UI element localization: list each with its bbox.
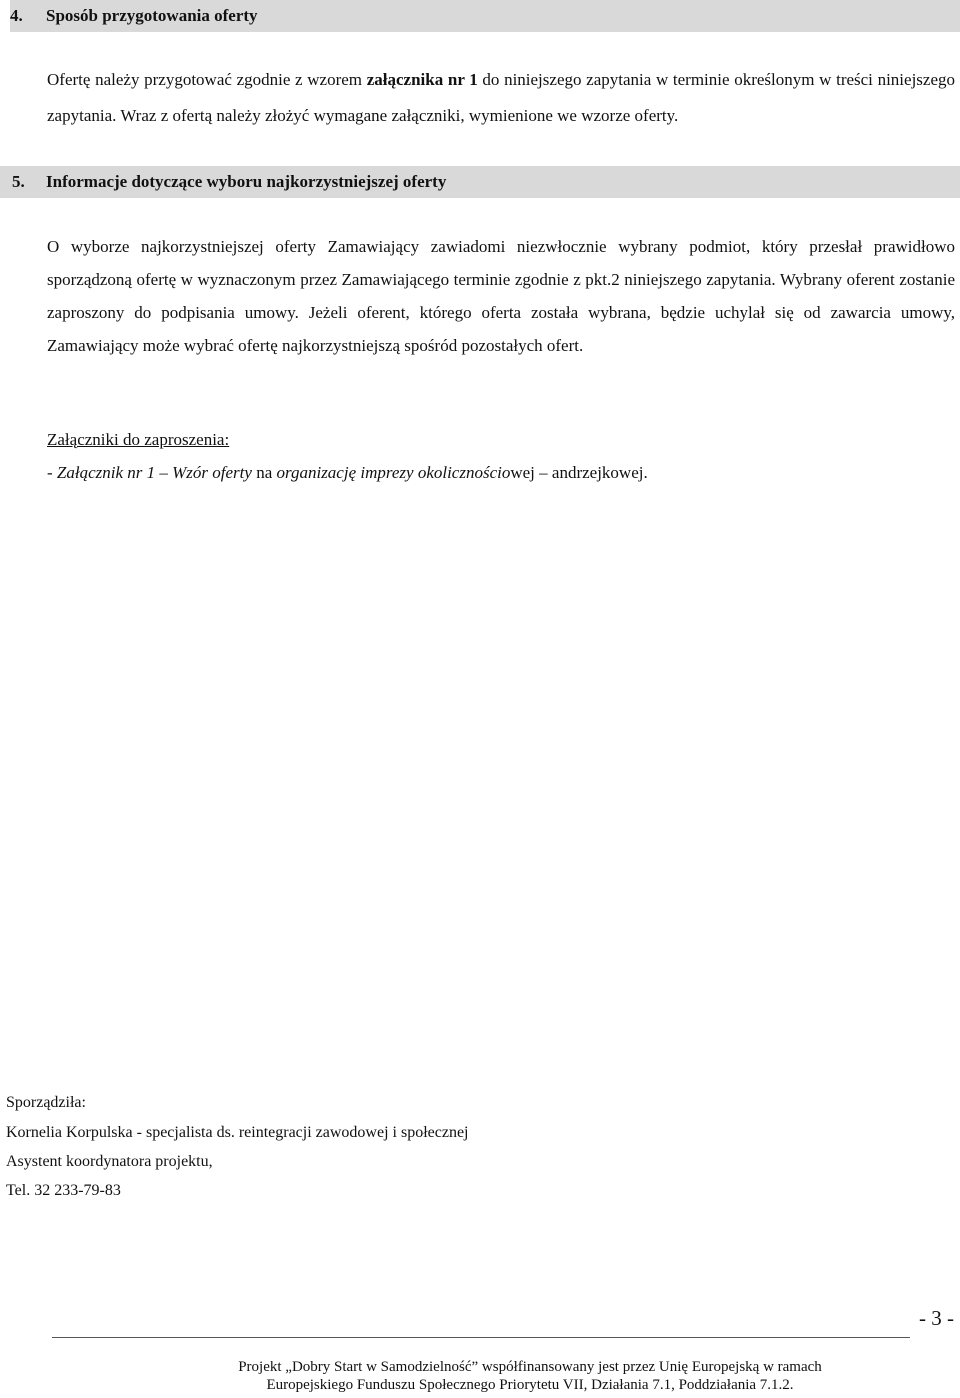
footer-line-1: Projekt „Dobry Start w Samodzielność” współfinansowany jest przez Unię Europejską w ramach <box>238 1359 822 1375</box>
attachment-item-italic-1: - Załącznik nr 1 – Wzór oferty <box>47 463 252 482</box>
attachment-item-plain-1: na <box>251 463 277 482</box>
section-4-header <box>10 0 960 32</box>
section-5-header <box>0 166 960 198</box>
attachment-item-italic-2: organizację imprezy okolicznościo <box>276 463 511 482</box>
attachment-item <box>47 463 648 483</box>
section-4-paragraph <box>47 62 955 134</box>
section-4-text-start: Ofertę należy przygotować zgodnie z wzorem <box>47 70 367 89</box>
section-4-number: 4. <box>10 6 23 25</box>
signature-role: Asystent koordynatora projektu, <box>6 1153 213 1170</box>
footer-line-2: Europejskiego Funduszu Społecznego Priorytetu VII, Działania 7.1, Poddziałania 7.1.2. <box>266 1377 794 1393</box>
section-4-title: Sposób przygotowania oferty <box>46 6 258 25</box>
attachments-title: Załączniki do zaproszenia: <box>47 430 230 449</box>
section-4-text-end: do niniejszego zapytania w terminie określonym w treści niniejszego zapytania. Wraz z ofertą należy złożyć wymagane załączniki, wymienione we wzorze oferty. <box>47 70 955 125</box>
section-5-title: Informacje dotyczące wyboru najkorzystniejszej oferty <box>46 172 447 191</box>
signature-phone: Tel. 32 233-79-83 <box>6 1182 121 1199</box>
section-5-number: 5. <box>12 172 25 191</box>
page-number: - 3 - <box>919 1306 954 1330</box>
section-4-bold-text: załącznika nr 1 <box>366 70 478 89</box>
footer-divider <box>52 1337 910 1338</box>
section-5-paragraph: O wyborze najkorzystniejszej oferty Zamawiający zawiadomi niezwłocznie wybrany podmiot, który przesłał prawidłowo sporządzoną ofertę w wyznaczonym przez Zamawiającego terminie zgodnie z pkt.2 niniejszego zapytania. Wybrany oferent zostanie zaproszony do podpisania umowy. Jeżeli oferent, którego oferta została wybrana, będzie uchylał się od zawarcia umowy, Zamawiający może wybrać ofertę najkorzystniejszą spośród pozostałych ofert. <box>47 237 955 355</box>
signature-label: Sporządziła: <box>6 1094 86 1111</box>
attachment-item-plain-2: wej – andrzejkowej. <box>510 463 648 482</box>
signature-name: Kornelia Korpulska - specjalista ds. reintegracji zawodowej i społecznej <box>6 1124 469 1141</box>
